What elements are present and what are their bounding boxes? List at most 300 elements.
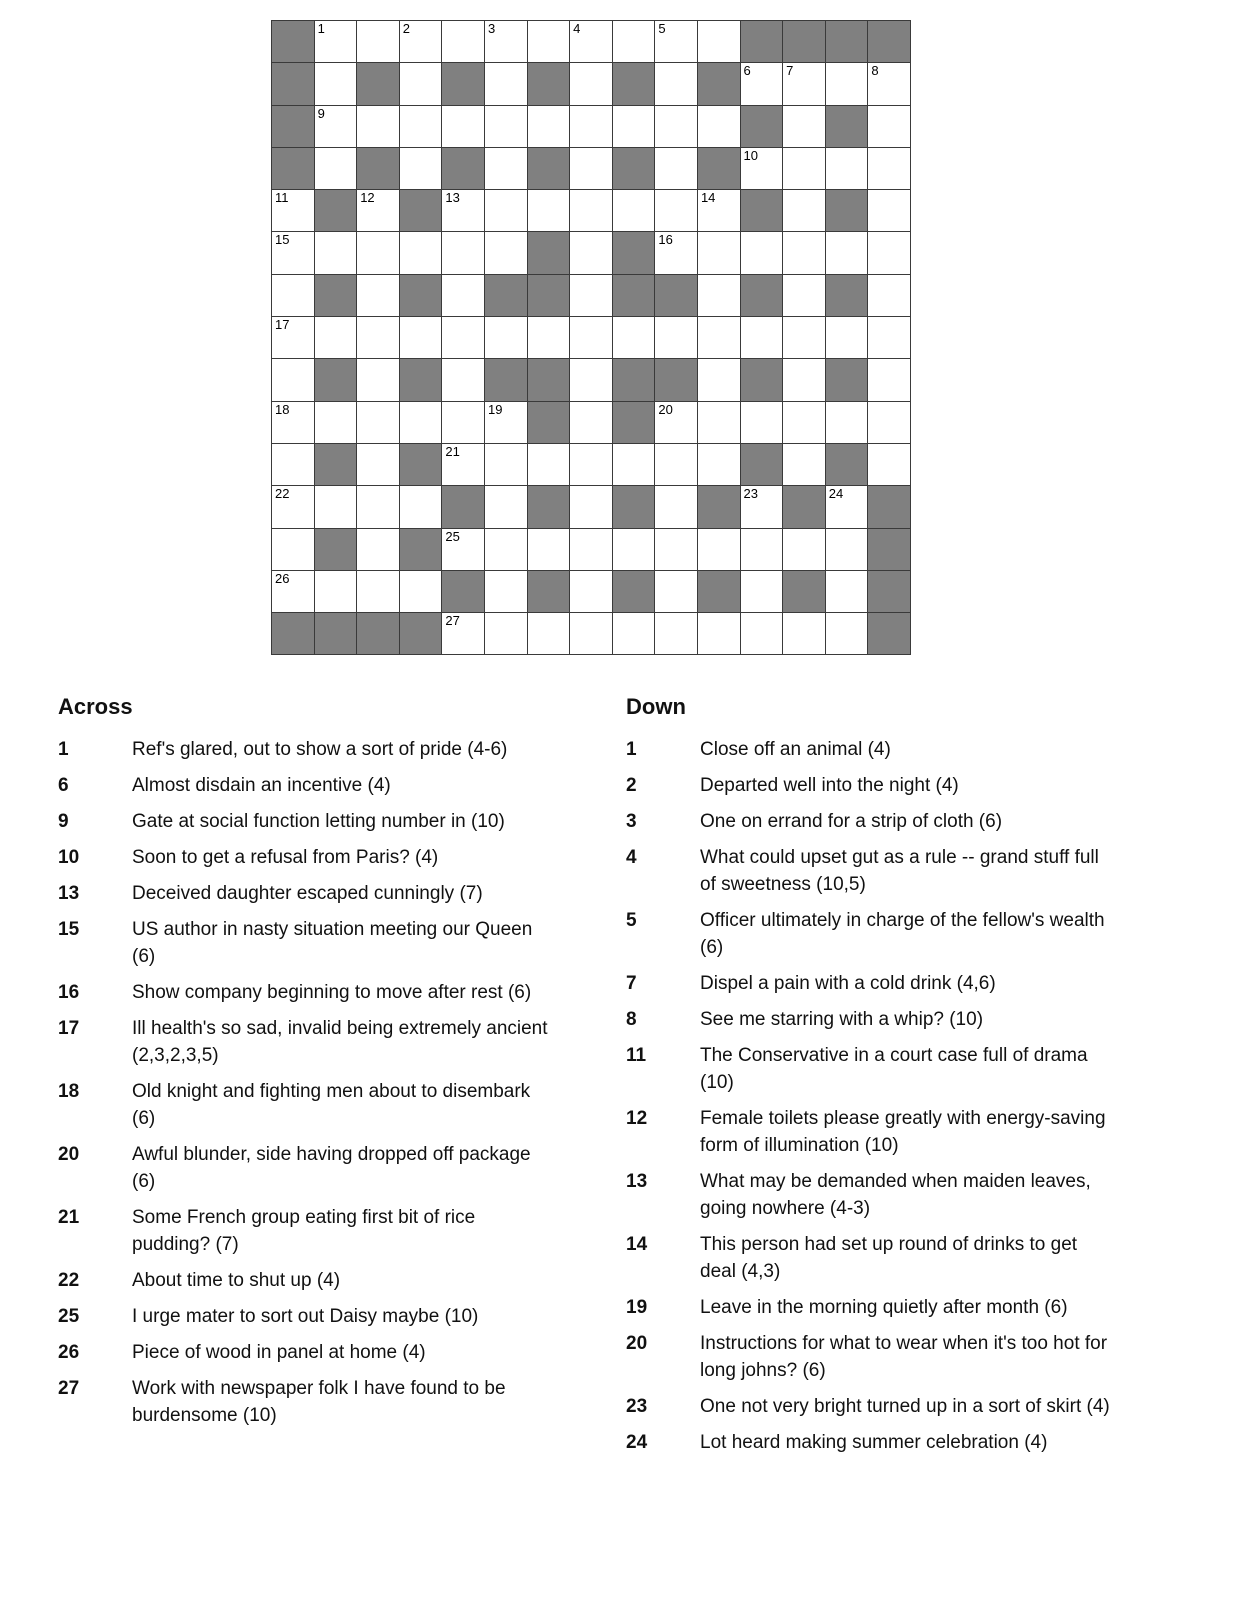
across-clues-column [52,694,620,1465]
grid-cell-white[interactable] [741,571,783,612]
clue-number: 9 [58,811,69,832]
grid-cell-white[interactable] [783,275,825,316]
grid-cell-white[interactable] [272,190,314,231]
grid-cell-number: 18 [275,401,290,417]
clue-number: 19 [626,1297,648,1318]
grid-cell-white[interactable] [783,402,825,443]
grid-cell-black [698,486,740,527]
grid-cell-black [400,613,442,654]
clue-item [52,1015,620,1069]
clue-item [620,1231,1180,1285]
grid-cell-black [272,148,314,189]
grid-cell-white[interactable] [783,190,825,231]
grid-cell-black [741,275,783,316]
clue-text: Instructions for what to wear when it's too hot for long johns? (6) [700,1333,1108,1381]
grid-cell-black [442,486,484,527]
grid-cell-white[interactable] [400,21,442,62]
grid-cell-white[interactable] [783,613,825,654]
grid-cell-white[interactable] [400,486,442,527]
clue-item [52,772,620,799]
grid-cell-white[interactable] [485,232,527,273]
clue-text: Ill health's so sad, invalid being extremely ancient (2,3,2,3,5) [132,1018,548,1066]
grid-cell-white[interactable] [698,402,740,443]
grid-cell-white[interactable] [485,402,527,443]
grid-cell-white[interactable] [442,613,484,654]
grid-cell-black [315,190,357,231]
grid-cell-white[interactable] [868,402,910,443]
clue-number: 3 [626,811,637,832]
clue-number: 22 [58,1270,80,1291]
clue-item [620,1042,1180,1096]
grid-cell-white[interactable] [783,529,825,570]
grid-cell-white[interactable] [442,106,484,147]
clue-item [620,808,1180,835]
grid-cell-number: 13 [445,190,460,206]
clue-item [52,1204,620,1258]
grid-cell-white[interactable] [570,402,612,443]
grid-cell-white[interactable] [315,148,357,189]
clue-item [620,970,1180,997]
grid-cell-white[interactable] [357,317,399,358]
grid-cell-white[interactable] [528,444,570,485]
clue-item [620,1006,1180,1033]
grid-cell-number: 21 [445,443,460,459]
grid-cell-white[interactable] [868,63,910,104]
grid-cell-white[interactable] [272,317,314,358]
clue-text: Officer ultimately in charge of the fellow's wealth (6) [700,910,1105,958]
grid-cell-black [400,275,442,316]
across-header: Across [58,694,133,719]
grid-cell-white[interactable] [698,232,740,273]
grid-cell-black [868,613,910,654]
grid-cell-white[interactable] [528,106,570,147]
grid-cell-black [315,613,357,654]
grid-cell-black [741,106,783,147]
clue-item [52,1267,620,1294]
grid-cell-white[interactable] [442,402,484,443]
clue-text: About time to shut up (4) [132,1270,341,1291]
grid-cell-white[interactable] [315,317,357,358]
grid-cell-black [826,444,868,485]
grid-cell-number: 5 [658,21,666,36]
clue-number: 1 [626,739,637,760]
grid-cell-black [315,359,357,400]
grid-cell-white[interactable] [826,63,868,104]
grid-cell-white[interactable] [272,486,314,527]
grid-cell-white[interactable] [698,275,740,316]
clue-item [620,736,1180,763]
clue-item [620,1105,1180,1159]
grid-cell-white[interactable] [655,486,697,527]
grid-cell-black [315,529,357,570]
clue-text: Some French group eating first bit of rice pudding? (7) [132,1207,476,1255]
grid-cell-black [357,613,399,654]
clue-number: 5 [626,910,637,931]
grid-cell-white[interactable] [783,63,825,104]
clue-number: 18 [58,1081,80,1102]
clue-text: Soon to get a refusal from Paris? (4) [132,847,439,868]
grid-cell-white[interactable] [442,190,484,231]
grid-cell-white[interactable] [741,232,783,273]
grid-cell-white[interactable] [400,148,442,189]
clue-number: 24 [626,1432,648,1453]
clue-number: 16 [58,982,80,1003]
grid-cell-black [442,148,484,189]
grid-cell-white[interactable] [528,190,570,231]
grid-cell-white[interactable] [485,148,527,189]
grid-cell-black [528,63,570,104]
grid-cell-white[interactable] [570,613,612,654]
grid-cell-white[interactable] [272,444,314,485]
grid-cell-white[interactable] [400,402,442,443]
grid-cell-number: 8 [871,63,879,79]
grid-cell-black [528,275,570,316]
grid-cell-black [783,486,825,527]
grid-cell-white[interactable] [570,571,612,612]
grid-cell-white[interactable] [357,359,399,400]
grid-cell-white[interactable] [655,613,697,654]
grid-cell-white[interactable] [826,529,868,570]
grid-cell-white[interactable] [528,613,570,654]
grid-cell-black [357,148,399,189]
clue-item [52,1078,620,1132]
grid-cell-white[interactable] [528,21,570,62]
grid-cell-white[interactable] [741,63,783,104]
grid-cell-number: 3 [487,21,496,36]
grid-cell-black [272,106,314,147]
grid-cell-white[interactable] [826,571,868,612]
clue-text: Gate at social function letting number in (10) [132,811,505,832]
clue-item [620,772,1180,799]
clue-number: 8 [626,1009,637,1030]
grid-cell-white[interactable] [570,359,612,400]
grid-cell-white[interactable] [613,190,655,231]
grid-cell-white[interactable] [826,486,868,527]
grid-cell-number: 22 [275,486,290,502]
grid-cell-white[interactable] [741,402,783,443]
grid-cell-number: 27 [445,613,460,629]
grid-cell-white[interactable] [442,275,484,316]
clue-item [52,844,620,871]
grid-cell-white[interactable] [400,571,442,612]
grid-cell-black [528,571,570,612]
grid-cell-white[interactable] [400,106,442,147]
clue-item [620,1393,1180,1420]
clue-text: What may be demanded when maiden leaves, going nowhere (4-3) [700,1171,1091,1219]
grid-cell-white[interactable] [357,106,399,147]
clue-number: 17 [58,1018,80,1039]
grid-cell-number: 2 [402,21,411,36]
grid-cell-white[interactable] [357,486,399,527]
grid-cell-black [868,529,910,570]
grid-cell-black [613,359,655,400]
grid-cell-white[interactable] [400,232,442,273]
clue-item [620,907,1180,961]
grid-cell-white[interactable] [698,317,740,358]
clue-number: 4 [626,847,637,868]
grid-cell-white[interactable] [698,613,740,654]
grid-cell-white[interactable] [741,317,783,358]
grid-cell-white[interactable] [655,529,697,570]
grid-cell-white[interactable] [698,444,740,485]
grid-cell-white[interactable] [868,317,910,358]
grid-cell-white[interactable] [357,571,399,612]
down-clues-column [620,694,1180,1465]
grid-cell-number: 19 [487,401,503,417]
grid-cell-white[interactable] [698,359,740,400]
clue-number: 13 [58,883,80,904]
grid-cell-white[interactable] [570,190,612,231]
grid-cell-white[interactable] [485,529,527,570]
clue-number: 27 [58,1378,80,1399]
clue-number: 20 [58,1144,80,1165]
crossword-grid [271,20,911,655]
grid-cell-white[interactable] [357,190,399,231]
grid-cell-white[interactable] [485,63,527,104]
grid-cell-white[interactable] [272,232,314,273]
grid-cell-white[interactable] [698,529,740,570]
grid-cell-white[interactable] [400,317,442,358]
grid-cell-white[interactable] [442,317,484,358]
grid-cell-white[interactable] [655,21,697,62]
grid-cell-black [528,402,570,443]
clue-text: Ref's glared, out to show a sort of pride (4-6) [132,739,508,760]
clue-text: Show company beginning to move after rest (6) [132,982,532,1003]
grid-cell-white[interactable] [783,148,825,189]
grid-cell-black [613,402,655,443]
grid-cell-number: 12 [360,190,375,206]
grid-cell-white[interactable] [400,63,442,104]
clue-text: Close off an animal (4) [700,739,891,760]
clue-text: Old knight and fighting men about to disembark (6) [132,1081,531,1129]
clue-text: Work with newspaper folk I have found to be burdensome (10) [132,1378,506,1426]
grid-cell-white[interactable] [655,190,697,231]
grid-cell-black [400,444,442,485]
grid-cell-number: 24 [828,486,844,502]
grid-cell-black [442,63,484,104]
grid-cell-white[interactable] [272,359,314,400]
grid-cell-white[interactable] [613,613,655,654]
grid-cell-white[interactable] [613,317,655,358]
grid-cell-white[interactable] [655,402,697,443]
grid-cell-white[interactable] [655,232,697,273]
grid-cell-white[interactable] [315,106,357,147]
grid-cell-white[interactable] [357,402,399,443]
grid-cell-white[interactable] [868,444,910,485]
grid-cell-white[interactable] [783,106,825,147]
grid-cell-number: 23 [743,486,758,502]
grid-cell-white[interactable] [442,21,484,62]
grid-cell-white[interactable] [655,571,697,612]
grid-cell-white[interactable] [315,402,357,443]
grid-cell-white[interactable] [698,21,740,62]
grid-cell-white[interactable] [868,359,910,400]
grid-cell-white[interactable] [826,232,868,273]
clue-text: I urge mater to sort out Daisy maybe (10) [132,1306,479,1327]
grid-cell-white[interactable] [655,106,697,147]
grid-cell-white[interactable] [613,529,655,570]
grid-cell-number: 6 [743,63,751,79]
grid-cell-number: 16 [658,232,673,248]
clue-text: What could upset gut as a rule -- grand stuff full of sweetness (10,5) [700,847,1099,895]
grid-cell-white[interactable] [655,444,697,485]
grid-cell-white[interactable] [272,275,314,316]
grid-cell-black [315,444,357,485]
clue-number: 14 [626,1234,648,1255]
clue-item [620,1168,1180,1222]
grid-cell-number: 14 [700,190,716,206]
clue-number: 11 [626,1045,647,1066]
grid-cell-black [826,275,868,316]
grid-cell-white[interactable] [357,444,399,485]
grid-cell-white[interactable] [655,317,697,358]
grid-cell-black [826,359,868,400]
grid-cell-black [868,571,910,612]
grid-cell-number: 9 [317,105,325,121]
clue-text: Deceived daughter escaped cunningly (7) [132,883,483,904]
grid-cell-white[interactable] [485,486,527,527]
down-header: Down [626,694,686,719]
grid-cell-black [400,529,442,570]
grid-cell-white[interactable] [570,63,612,104]
grid-cell-white[interactable] [741,529,783,570]
grid-cell-white[interactable] [570,148,612,189]
grid-cell-white[interactable] [528,317,570,358]
clue-item [52,1375,620,1429]
grid-cell-number: 17 [275,317,290,333]
grid-cell-white[interactable] [570,444,612,485]
clue-text: Almost disdain an incentive (4) [132,775,391,796]
grid-cell-white[interactable] [528,529,570,570]
grid-cell-black [400,359,442,400]
grid-cell-white[interactable] [868,148,910,189]
clue-number: 25 [58,1306,80,1327]
grid-cell-white[interactable] [741,486,783,527]
grid-cell-white[interactable] [485,106,527,147]
grid-cell-black [826,190,868,231]
clue-text: US author in nasty situation meeting our Queen (6) [132,919,533,967]
clue-item [620,1429,1180,1456]
grid-cell-white[interactable] [357,21,399,62]
grid-cell-black [698,571,740,612]
grid-cell-white[interactable] [485,190,527,231]
grid-cell-black [272,21,314,62]
grid-cell-number: 15 [275,232,290,248]
clue-text: Departed well into the night (4) [700,775,959,796]
grid-cell-white[interactable] [613,106,655,147]
grid-cell-black [272,613,314,654]
grid-cell-white[interactable] [570,232,612,273]
grid-cell-number: 20 [658,401,673,417]
grid-cell-white[interactable] [613,21,655,62]
grid-cell-white[interactable] [570,486,612,527]
grid-cell-black [655,275,697,316]
grid-cell-white[interactable] [315,571,357,612]
grid-cell-white[interactable] [826,613,868,654]
grid-cell-black [783,21,825,62]
grid-cell-black [741,190,783,231]
grid-cell-white[interactable] [315,486,357,527]
clue-item [620,1330,1180,1384]
grid-cell-white[interactable] [272,402,314,443]
grid-cell-white[interactable] [357,529,399,570]
grid-cell-number: 10 [743,147,758,163]
grid-cell-white[interactable] [315,232,357,273]
grid-cell-white[interactable] [315,21,357,62]
grid-cell-white[interactable] [868,275,910,316]
grid-cell-white[interactable] [570,317,612,358]
grid-cell-white[interactable] [698,190,740,231]
grid-cell-white[interactable] [613,444,655,485]
grid-cell-black [741,444,783,485]
clue-text: Lot heard making summer celebration (4) [700,1432,1048,1453]
grid-cell-black [442,571,484,612]
grid-cell-white[interactable] [783,444,825,485]
grid-cell-white[interactable] [442,232,484,273]
grid-cell-white[interactable] [783,359,825,400]
grid-cell-white[interactable] [485,317,527,358]
clue-number: 13 [626,1171,648,1192]
clue-number: 12 [626,1108,648,1129]
grid-cell-white[interactable] [442,444,484,485]
grid-cell-white[interactable] [570,529,612,570]
grid-cell-white[interactable] [826,317,868,358]
grid-cell-white[interactable] [357,275,399,316]
grid-cell-number: 7 [786,63,794,79]
grid-cell-white[interactable] [741,613,783,654]
grid-cell-black [826,106,868,147]
grid-cell-white[interactable] [485,571,527,612]
grid-cell-white[interactable] [272,571,314,612]
grid-cell-white[interactable] [570,106,612,147]
clue-item [52,1303,620,1330]
clue-item [52,808,620,835]
grid-cell-white[interactable] [826,148,868,189]
clue-number: 2 [626,775,637,796]
grid-cell-white[interactable] [868,232,910,273]
grid-cell-white[interactable] [442,529,484,570]
grid-cell-white[interactable] [698,106,740,147]
grid-cell-black [741,21,783,62]
grid-cell-white[interactable] [741,148,783,189]
grid-cell-white[interactable] [826,402,868,443]
grid-cell-white[interactable] [357,232,399,273]
grid-cell-white[interactable] [442,359,484,400]
grid-cell-white[interactable] [783,317,825,358]
grid-cell-white[interactable] [868,190,910,231]
grid-cell-black [698,63,740,104]
clue-item [52,1141,620,1195]
grid-cell-white[interactable] [655,148,697,189]
grid-cell-black [485,275,527,316]
grid-cell-white[interactable] [485,613,527,654]
grid-cell-black [528,486,570,527]
grid-cell-white[interactable] [570,21,612,62]
grid-cell-black [613,275,655,316]
clue-text: One not very bright turned up in a sort of skirt (4) [700,1396,1110,1417]
grid-cell-white[interactable] [315,63,357,104]
clue-text: Dispel a pain with a cold drink (4,6) [700,973,996,994]
grid-cell-white[interactable] [655,63,697,104]
clue-text: Female toilets please greatly with energy-saving form of illumination (10) [700,1108,1106,1156]
grid-cell-white[interactable] [272,529,314,570]
grid-cell-white[interactable] [485,444,527,485]
grid-cell-white[interactable] [783,232,825,273]
grid-cell-black [400,190,442,231]
grid-cell-white[interactable] [868,106,910,147]
grid-cell-white[interactable] [485,21,527,62]
grid-cell-white[interactable] [570,275,612,316]
